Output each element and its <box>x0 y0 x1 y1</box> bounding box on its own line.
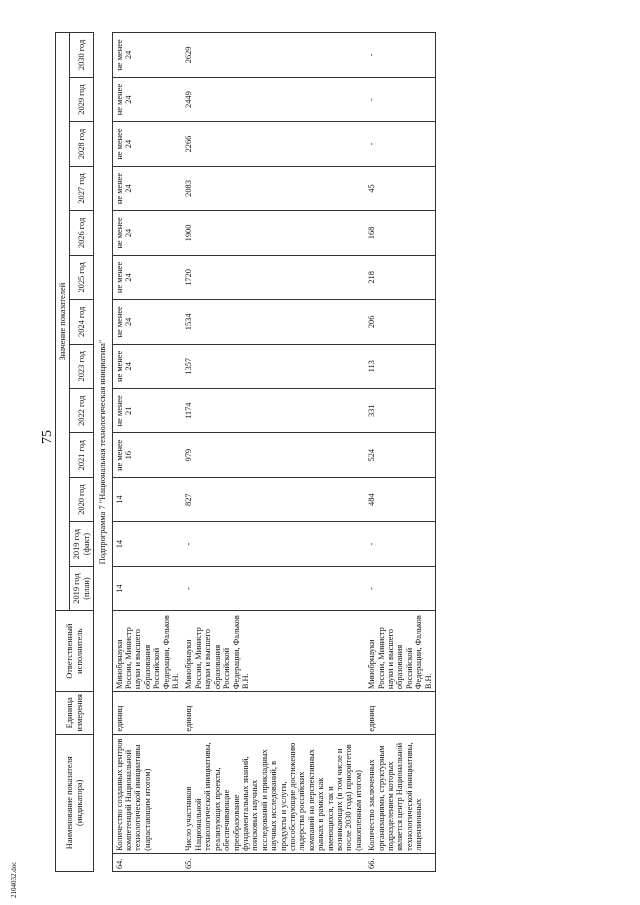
document-footer: 2104032.doc <box>10 861 18 898</box>
header-responsible: Ответственный исполнитель <box>56 611 94 692</box>
header-year: 2023 год <box>70 344 94 388</box>
row-value: - <box>182 522 365 566</box>
row-indicator-name: Количество заключенных организациями, структурным подразделением которых является центр Национальной технологической инициативы, лицензионных <box>365 734 435 853</box>
row-value: 14 <box>112 566 182 610</box>
subprogram-row <box>94 33 112 872</box>
row-responsible: Минобрнауки России, Министр науки и высшего образования Российской Федерации, Фальков В.Н. <box>365 611 435 692</box>
row-indicator-name: Число участников Национальной технологической инициативы, реализующих проекты, обеспечивающие преобразование фундаментальных знаний, поисковых научных исследований и прикладных научных исследований, в продукты и услуги, способствующие достижению лидерства российских компаний на перспективных рынках в рамках как имеющихся, так и возникающих (в том числе и после 2030 года) приоритетов (накопленным итогом) <box>182 734 365 853</box>
row-value: не менее 24 <box>112 166 182 210</box>
row-value: не менее 16 <box>112 433 182 477</box>
row-value: 168 <box>365 211 435 255</box>
header-row-top <box>56 33 70 872</box>
header-year: 2019 год (план) <box>70 566 94 610</box>
row-value: 1357 <box>182 344 365 388</box>
row-indicator-name: Количество созданных центров компетенций Национальной технологической инициативы (нарастающим итогом) <box>112 734 182 853</box>
row-value: 1720 <box>182 255 365 299</box>
row-value: не менее 21 <box>112 389 182 433</box>
row-value: - <box>182 566 365 610</box>
row-value: не менее 24 <box>112 211 182 255</box>
row-value: 206 <box>365 300 435 344</box>
row-unit: единиц <box>365 692 435 734</box>
header-year: 2029 год <box>70 77 94 121</box>
row-responsible: Минобрнауки России, Министр науки и высшего образования Российской Федерации, Фальков В.Н. <box>112 611 182 692</box>
row-value: не менее 24 <box>112 77 182 121</box>
row-value: 484 <box>365 477 435 521</box>
row-value: не менее 24 <box>112 255 182 299</box>
header-year: 2027 год <box>70 166 94 210</box>
row-value: 827 <box>182 477 365 521</box>
row-value: - <box>365 33 435 78</box>
row-value: - <box>365 122 435 166</box>
table-row <box>365 33 435 872</box>
table-row <box>112 33 182 872</box>
row-value: - <box>365 566 435 610</box>
row-value: 218 <box>365 255 435 299</box>
row-value: - <box>365 77 435 121</box>
header-year: 2022 год <box>70 389 94 433</box>
header-name: Наименование показателя (индикатора) <box>56 734 94 871</box>
row-value: 14 <box>112 522 182 566</box>
row-number: 64. <box>112 853 182 871</box>
row-value: 14 <box>112 477 182 521</box>
header-year: 2021 год <box>70 433 94 477</box>
row-value: 524 <box>365 433 435 477</box>
header-year: 2030 год <box>70 33 94 78</box>
row-number: 66. <box>365 853 435 871</box>
row-value: 331 <box>365 389 435 433</box>
row-value: 2266 <box>182 122 365 166</box>
row-value: - <box>365 522 435 566</box>
header-year: 2024 год <box>70 300 94 344</box>
row-value: не менее 24 <box>112 122 182 166</box>
row-value: 2083 <box>182 166 365 210</box>
row-value: не менее 24 <box>112 300 182 344</box>
header-year: 2019 год (факт) <box>70 522 94 566</box>
subprogram-title: Подпрограмма 7 "Национальная технологическая инициатива" <box>94 33 112 872</box>
row-responsible: Минобрнауки России, Министр науки и высшего образования Российской Федерации, Фальков В.Н. <box>182 611 365 692</box>
row-value: не менее 24 <box>112 344 182 388</box>
row-value: 1534 <box>182 300 365 344</box>
row-unit: единиц <box>112 692 182 734</box>
row-value: 1174 <box>182 389 365 433</box>
indicator-table <box>55 32 436 872</box>
row-value: 2449 <box>182 77 365 121</box>
table-row <box>182 33 365 872</box>
header-year: 2020 год <box>70 477 94 521</box>
header-year: 2028 год <box>70 122 94 166</box>
indicator-table-container <box>55 32 615 872</box>
page-number: 75 <box>40 430 55 444</box>
header-year: 2026 год <box>70 211 94 255</box>
row-value: 1900 <box>182 211 365 255</box>
header-unit: Единица измерения <box>56 692 94 734</box>
row-value: 2629 <box>182 33 365 78</box>
header-values-group: Значение показателей <box>56 33 70 611</box>
row-value: 113 <box>365 344 435 388</box>
row-value: 979 <box>182 433 365 477</box>
header-year: 2025 год <box>70 255 94 299</box>
row-value: не менее 24 <box>112 33 182 78</box>
row-value: 45 <box>365 166 435 210</box>
row-unit: единиц <box>182 692 365 734</box>
row-number: 65. <box>182 853 365 871</box>
